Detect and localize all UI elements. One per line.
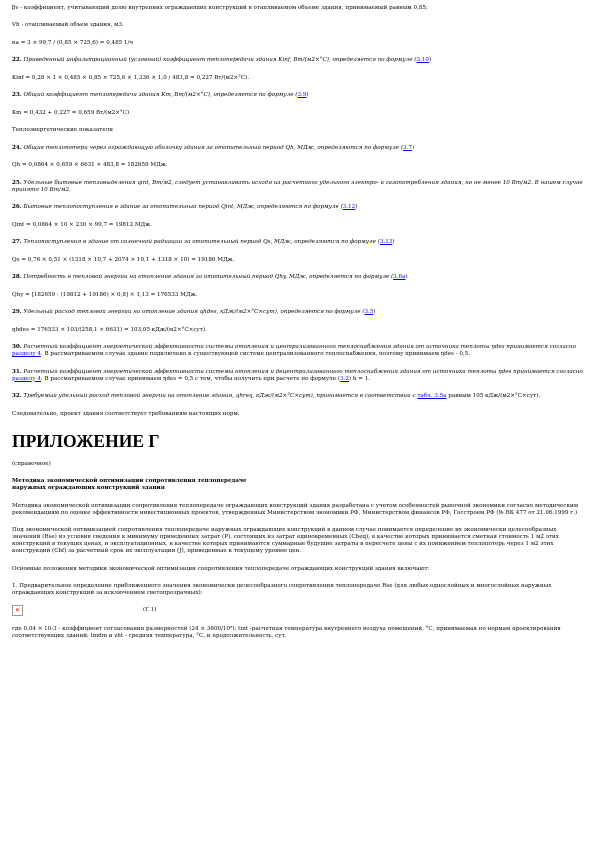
formula-kinf: Kinf = 0,28 × 1 × 0,485 × 0,85 × 725,6 × 1,336 × 1,0 / 483,8 = 0,227 Вт/(м2×°С).: [12, 74, 250, 81]
item-25-text: Удельные бытовые тепловыделения qint, Вт/м2, следует устанавливать исходя из расчетного удельного электро- и газопотребления здания, но не менее 10 Вт/м2. В нашем случае принято 10 Вт/м2.: [12, 179, 583, 193]
item-31: [12, 369, 583, 383]
link-formula-3-10[interactable]: 3.10: [416, 57, 429, 64]
item-31-text: Расчетный коэффициент энергетической эффективности системы отопления и децентрализованного теплоснабжения здания от источника теплоты ηdes принимается согласно: [21, 368, 583, 375]
item-24: [12, 145, 583, 152]
appendix-note: (справочное): [12, 460, 51, 467]
link-formula-3-5[interactable]: 3.5: [364, 309, 374, 316]
item-30-end: . В рассматриваемом случае здание подключено к существующей системе централизованного теплоснабжения, поэтому принимаем ηdes - 0,5.: [40, 351, 470, 358]
appendix-title-line2: наружных ограждающих конструкций здания: [12, 485, 165, 492]
item-22-text: Приведенный инфильтрационный (условный) коэффициент теплопередачи здания Kinf, Вт/(м2×°С), определяется по формуле (: [21, 57, 417, 64]
link-formula-3-6a[interactable]: 3.6а: [393, 274, 406, 281]
link-table-3-5a[interactable]: табл. 3.5а: [417, 393, 447, 400]
item-26-number: 26.: [12, 204, 22, 211]
item-23: [12, 92, 583, 99]
link-formula-3-12[interactable]: 3.12: [342, 204, 356, 211]
section-heating-indicators: Теплоэнергетические показатели: [12, 127, 113, 134]
item-23-number: 23.: [12, 92, 22, 99]
appendix-title-line1: Методика экономической оптимизации сопротивления теплопередаче: [12, 478, 247, 485]
item-30: [12, 344, 583, 358]
paragraph-main-provisions: Основные положения методики экономической оптимизации сопротивления теплопередаче ограждающих конструкций здания включают:: [12, 565, 430, 572]
item-22-number: 22.: [12, 57, 22, 64]
appendix-heading: ПРИЛОЖЕНИЕ Г: [12, 430, 160, 451]
item-31-end: ) h = 1.: [348, 375, 371, 382]
item-26-end: ): [355, 204, 358, 211]
formula-qint: Qint = 0,0864 × 10 × 230 × 99,7 = 19812 МДж.: [12, 221, 153, 228]
link-section-4[interactable]: разделу 4: [12, 351, 41, 358]
conclusion-text: Следовательно, проект здания соответствует требованиям настоящих норм.: [12, 410, 240, 417]
formula-km: Km = 0,432 + 0,227 = 0,659 Вт/(м2×°С): [12, 109, 130, 116]
broken-image-icon: ✕: [12, 605, 23, 616]
link-section-4-b[interactable]: разделу 4: [12, 375, 41, 382]
item-24-end: ): [411, 144, 415, 151]
item-29-end: ): [373, 309, 376, 316]
paragraph-where: где 0,04 × 10-3 - коэффициент согласования размерностей (24 × 3600/10⁶); tint -расчетная температура внутреннего воздуха помещений, °С, принимаемая по нормам проектирования соответствующих зданий; tmdm и zht - средняя температура, °С, и продолжительность, сут.: [12, 626, 561, 640]
appendix-title: [12, 478, 583, 492]
item-29-number: 29.: [12, 309, 22, 316]
item-26-text: Бытовые теплопоступления в здание за отопительный период Qint, МДж, определяются по формуле (: [21, 204, 343, 211]
item-28-number: 28.: [12, 274, 22, 281]
formula-g1-row: [12, 605, 583, 616]
item-30-number: 30.: [12, 344, 22, 351]
equation-number: (Г.1): [143, 607, 157, 614]
item-27-text: Теплопоступления в здание от солнечной радиации за отопительный период Qs, МДж, определяются по формуле (: [21, 239, 380, 246]
item-31-mid: . В рассматриваемом случае принимаем ηdes = 0,5 с тем, чтобы получить при расчете по формуле (: [40, 375, 341, 382]
item-27-number: 27.: [12, 239, 22, 246]
item-32-text: Требуемый удельный расход тепловой энергии на отопление здания, qhreq, кДж/(м2×°С×сут), принимается в соответствии с: [21, 393, 418, 400]
item-32: [12, 393, 583, 400]
item-28: [12, 274, 583, 281]
paragraph-method: Методика экономической оптимизации сопротивления теплопередаче ограждающих конструкций здания разработана с учетом особенностей рыночной экономики согласно методическим рекомендациям по оценке эффективности инвестиционных проектов, утвержденных Министерством экономики РФ, Министерством финансов РФ, Госстроем РФ (№ ВК 477 от 21.06.1999 г.): [12, 502, 579, 516]
item-26: [12, 204, 583, 211]
item-22-end: ): [428, 57, 432, 64]
item-23-end: ): [306, 92, 309, 99]
text-vh: Vh - отапливаемый объем здания, м3.: [12, 22, 124, 29]
item-29: [12, 309, 583, 316]
link-formula-3-13[interactable]: 3.13: [379, 239, 393, 246]
item-27: [12, 239, 583, 246]
item-24-text: Общие теплопотери через ограждающую оболочку здания за отопительный период Qh, МДж, определяются по формуле (: [21, 144, 404, 151]
link-formula-3-9[interactable]: 3.9: [297, 92, 307, 99]
formula-qhdes: qhdes = 176533 × 103/(258,1 × 6631) = 103,05 кДж/(м2×°С×сут).: [12, 326, 207, 333]
item-28-end: ): [405, 274, 408, 281]
item-28-text: Потребность в тепловой энергии на отопление здания за отопительный период Qhy, МДж, определяется по формуле (: [21, 274, 394, 281]
item-25-number: 25.: [12, 179, 22, 186]
item-29-text: Удельный расход тепловой энергии на отопление здания qhdes, кДж/(м2×°С×сут), определяется по формуле (: [21, 309, 365, 316]
text-beta-v: βv - коэффициент, учитывающий долю внутренних ограждающих конструкций в отапливаемом объеме здания, принимаемый равным 0,85;: [12, 5, 428, 11]
item-23-text: Общий коэффициент теплопередачи здания Km, Вт/(м2×°С), определяется по формуле (: [21, 92, 298, 99]
item-32-end: равным 105 кДж/(м2×°С×сут).: [446, 393, 541, 400]
formula-qs: Qs = 0,76 × 0,51 × (1318 × 10,7 + 2074 × 10,1 + 1318 × 10) = 19186 МДж.: [12, 256, 235, 263]
item-24-number: 24.: [12, 144, 22, 151]
item-25: [12, 180, 583, 194]
link-formula-3-2[interactable]: 3.2: [340, 375, 349, 382]
item-22: [12, 57, 583, 64]
item-27-end: ): [392, 239, 395, 246]
formula-na: na = 3 × 99,7 / (0,85 × 725,6) = 0,485 1/ч: [12, 39, 134, 46]
item-31-number: 31.: [12, 368, 22, 375]
paragraph-optimization: Под экономической оптимизацией сопротивления теплопередаче наружных ограждающих конструкций в данном случае понимается определение их экономически целесообразных значений (Rse) из условия сведения к минимуму приведенных затрат (Р), состоящих из затрат единовременных (Сbeq), в качестве которых принимается сметная стоимость 1 м2 этих конструкций в текущих ценах, и эксплуатационных, в качестве которых принимаются суммарные будущие затраты в пересчете цены с их понижением теплопотерь через 1 м2 этих конструкций (Cbf) за расчетный срок их эксплуатации (J), приведенные к текущему уровню цен.: [12, 527, 559, 555]
link-formula-3-7[interactable]: 3.7: [403, 144, 412, 151]
formula-qh: Qh = 0,0864 × 0,659 × 6631 × 483,8 = 182659 МДж.: [12, 162, 168, 169]
item-32-number: 32.: [12, 393, 22, 400]
formula-qhy: Qhy = [182659 - (19812 + 19186) × 0,8] × 1,13 = 176533 МДж.: [12, 291, 198, 298]
paragraph-step-1: 1. Предварительное определение приближенного значения экономически целесообразного сопротивления теплопередаче Rse (для любых однослойных и многослойных наружных ограждающих конструкций за исключением светопрозрачных):: [12, 583, 552, 597]
item-30-text: Расчетный коэффициент энергетической эффективности системы отопления и централизованного теплоснабжения здания от источника теплоты ηdes принимается согласно: [21, 344, 576, 351]
